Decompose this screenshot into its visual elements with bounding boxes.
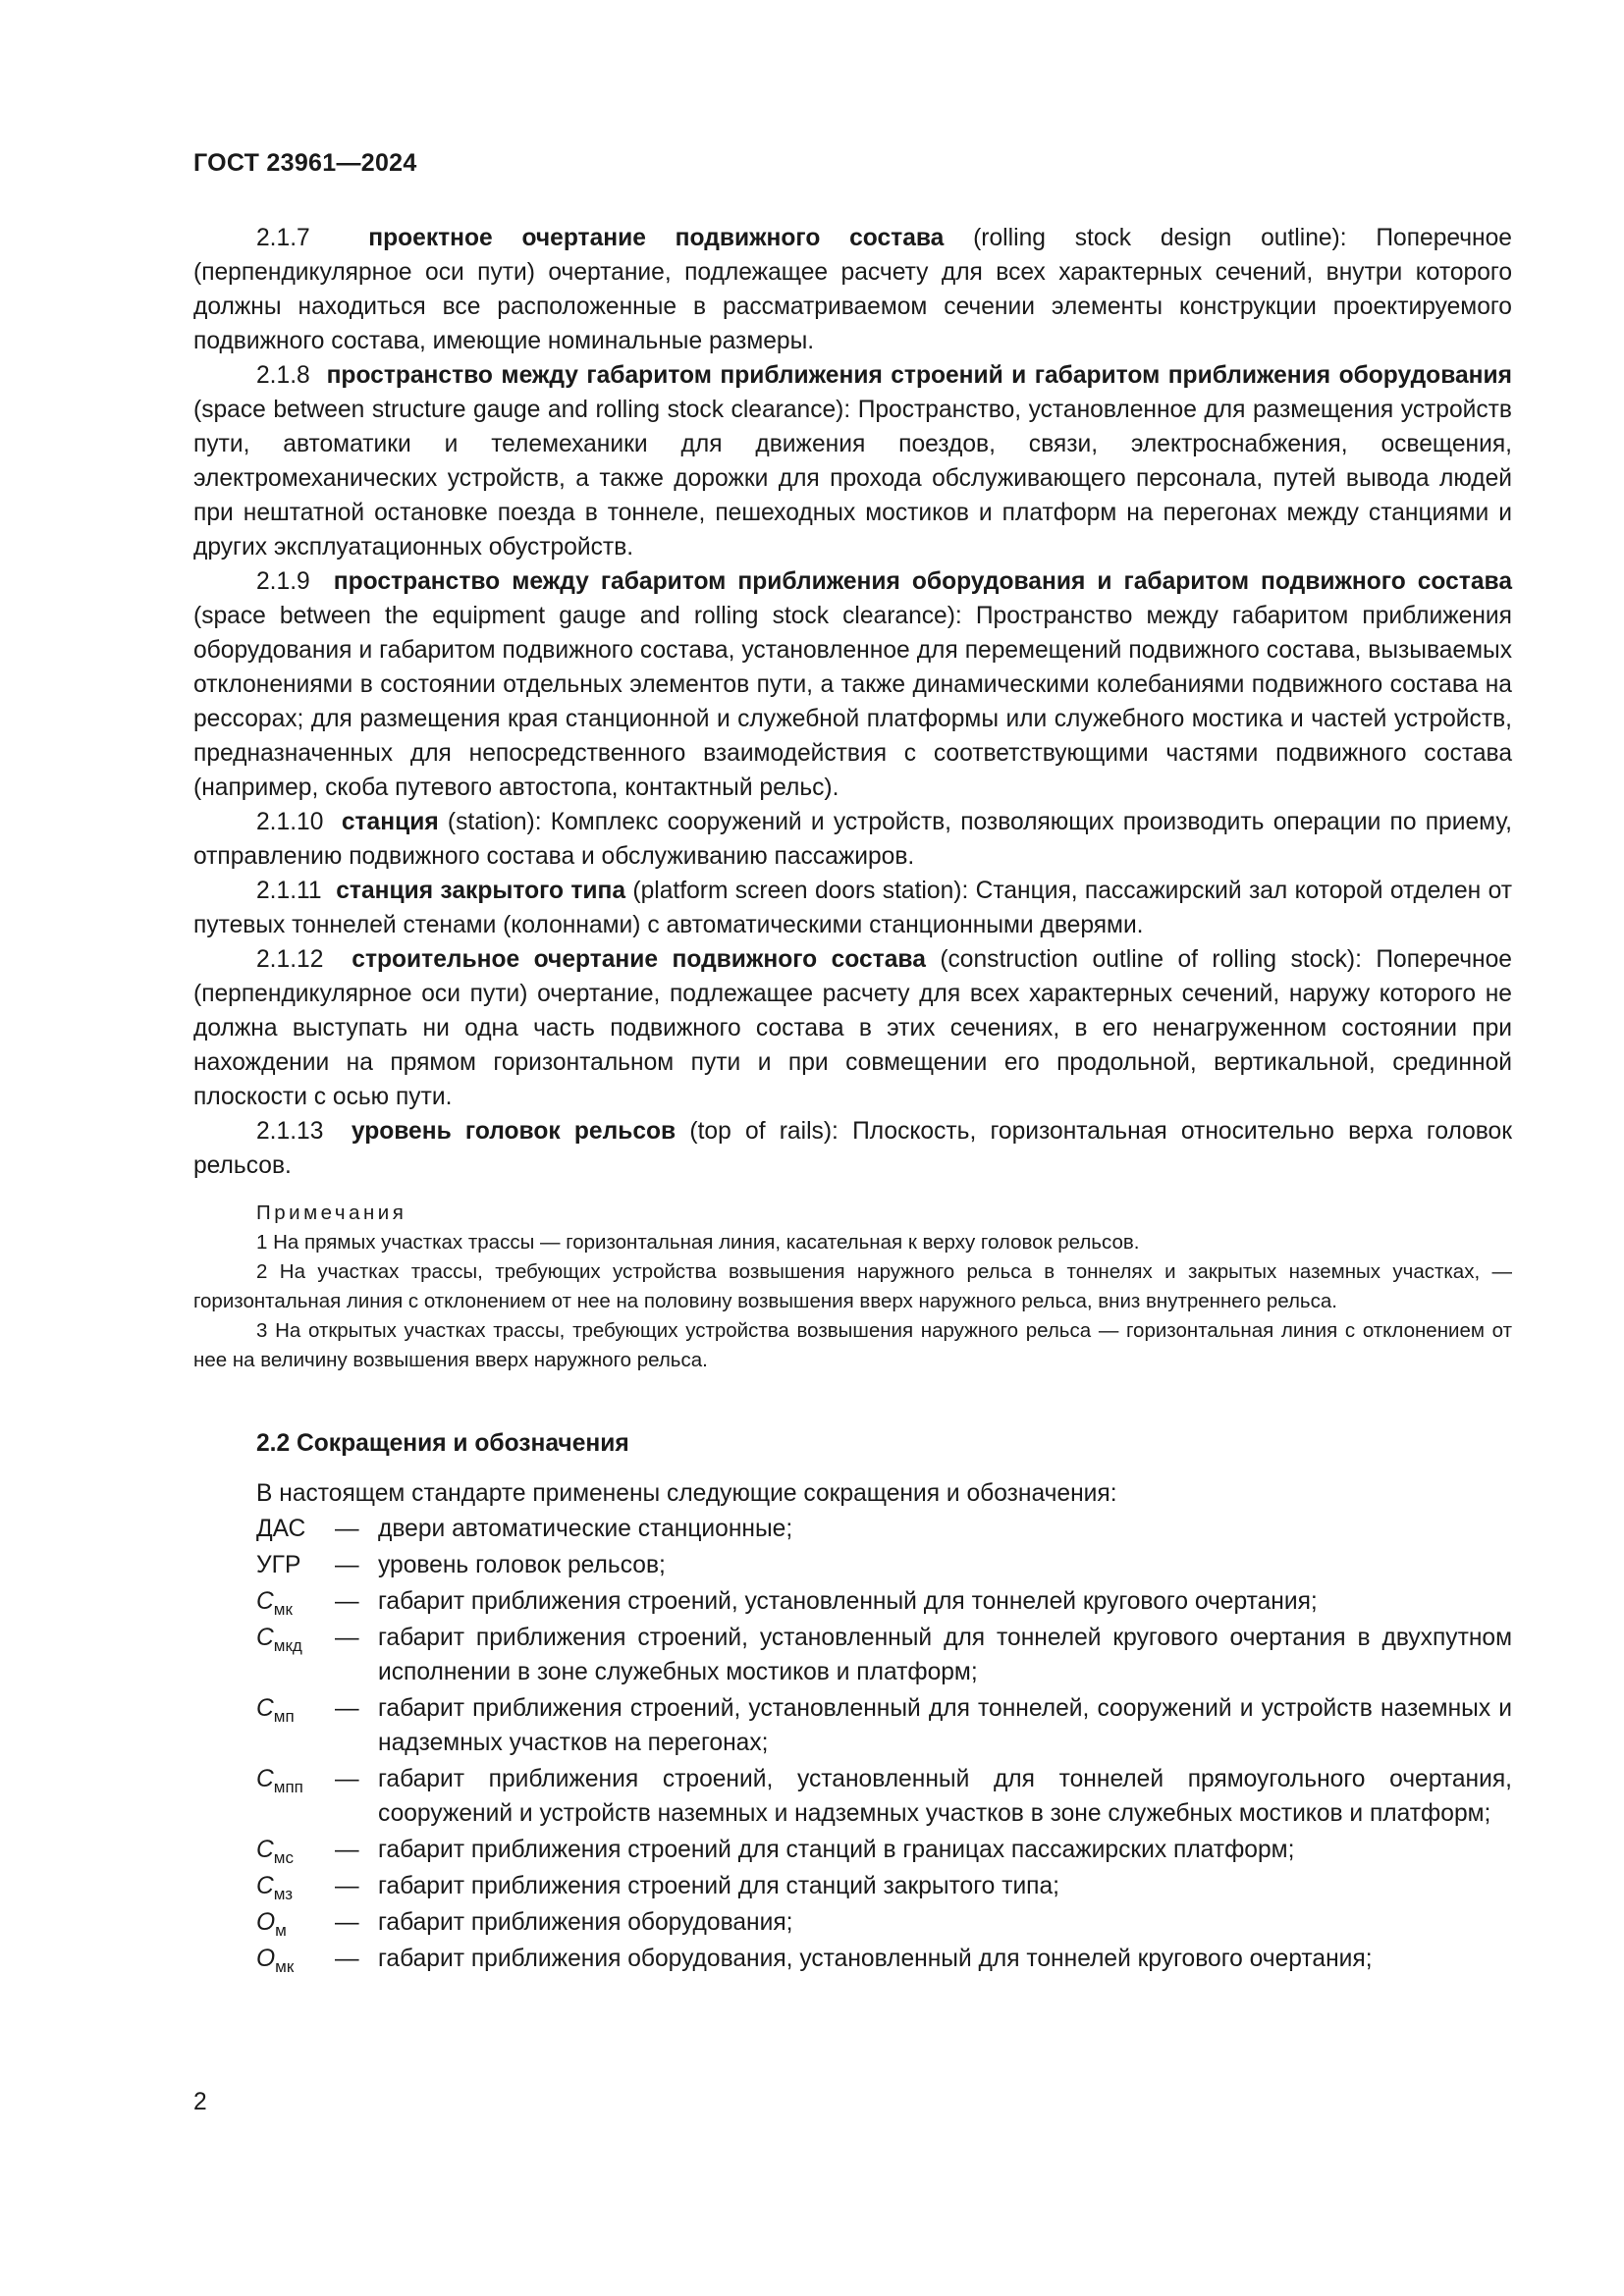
term-number: 2.1.8 (256, 362, 310, 389)
term-definition: (platform screen doors station): Станция, пассажирский зал которой отделен от путевых тоннелей стенами (колоннами) с автоматическими станционными дверями. (193, 878, 1512, 938)
dash: — (335, 1625, 359, 1651)
abbreviation-list (256, 1512, 1512, 1976)
term-2-1-12 (193, 942, 1512, 1114)
term-number: 2.1.9 (256, 568, 310, 595)
section-intro: В настоящем стандарте применены следующие сокращения и обозначения: (256, 1480, 1117, 1507)
abbreviation-symbol: $С_{мк}$ (256, 1588, 293, 1619)
term-2-1-10 (193, 805, 1512, 874)
dash: — (335, 1766, 359, 1792)
term-definition: (construction outline of rolling stock): Поперечное (перпендикулярное оси пути) очертание, подлежащее расчету для всех характерных сечений, наружу которого не должна выступать ни одна часть подвижного состава в этих сечениях, в его ненагруженном состоянии при нахождении на прямом горизонтальном пути и при совмещении его продольной, вертикальной, срединной плоскости с осью пути. (193, 946, 1512, 1110)
term-title: уровень головок рельсов (351, 1118, 677, 1145)
note-item: 1 На прямых участках трассы — горизонтальная линия, касательная к верху головок рельсов. (256, 1231, 1140, 1254)
term-number: 2.1.11 (256, 878, 322, 904)
term-definition: (station): Комплекс сооружений и устройств, позволяющих производить операции по приему, отправлению подвижного состава и обслуживанию пассажиров. (193, 809, 1512, 870)
term-number: 2.1.7 (256, 225, 310, 251)
abbreviation-definition: габарит приближения оборудования, установленный для тоннелей кругового очертания; (378, 1946, 1373, 1972)
abbreviation-symbol: УГР (256, 1552, 301, 1578)
abbreviation-definition: габарит приближения строений, установленный для тоннелей прямоугольного очертания, сооружений и устройств наземных и надземных участков в зоне служебных мостиков и платформ; (378, 1766, 1512, 1827)
term-title: проектное очертание подвижного состава (368, 225, 945, 251)
abbreviation-definition: габарит приближения строений, установленный для тоннелей кругового очертания; (378, 1588, 1318, 1615)
abbreviation-symbol: $С_{мп}$ (256, 1695, 295, 1726)
term-definition: (top of rails): Плоскость, горизонтальная относительно верха головок рельсов. (193, 1118, 1512, 1179)
term-number: 2.1.13 (256, 1118, 324, 1145)
abbreviation-row (256, 1548, 1512, 1582)
term-2-1-9 (193, 564, 1512, 805)
term-title: станция (341, 809, 439, 835)
dash: — (335, 1552, 359, 1578)
term-2-1-7 (193, 221, 1512, 358)
notes-block (193, 1199, 1512, 1375)
term-2-1-11 (193, 874, 1512, 942)
abbreviation-symbol: $О_{мк}$ (256, 1946, 295, 1976)
dash: — (335, 1873, 359, 1899)
dash: — (335, 1695, 359, 1722)
dash: — (335, 1946, 359, 1972)
abbreviation-row (256, 1869, 1512, 1903)
abbreviation-symbol: ДАС (256, 1516, 306, 1542)
term-title: станция закрытого типа (336, 878, 626, 904)
term-title: строительное очертание подвижного состава (352, 946, 926, 973)
abbreviation-symbol: $С_{мз}$ (256, 1873, 294, 1903)
term-number: 2.1.10 (256, 809, 324, 835)
abbreviation-symbol: $О_м$ (256, 1909, 287, 1940)
document-header: ГОСТ 23961—2024 (193, 149, 417, 177)
term-number: 2.1.12 (256, 946, 324, 973)
abbreviation-row (256, 1621, 1512, 1689)
term-definition: (space between the equipment gauge and rolling stock clearance): Пространство между габаритом приближения оборудования и габаритом подвижного состава, установленное для перемещений подвижного состава, вызываемых отклонениями в состоянии отдельных элементов пути, а также динамическими колебаниями подвижного состава на рессорах; для размещения края станционной и служебной платформы или служебного мостика и частей устройств, предназначенных для непосредственного взаимодействия с соответствующими частями подвижного состава (например, скоба путевого автостопа, контактный рельс). (193, 603, 1512, 801)
dash: — (335, 1837, 359, 1863)
page-number: 2 (193, 2089, 207, 2115)
abbreviation-definition: уровень головок рельсов; (378, 1552, 666, 1578)
abbreviation-definition: габарит приближения оборудования; (378, 1909, 793, 1936)
abbreviation-definition: габарит приближения строений, установленный для тоннелей, сооружений и устройств наземных и надземных участков на перегонах; (378, 1695, 1512, 1756)
abbreviation-definition: габарит приближения строений, установленный для тоннелей кругового очертания в двухпутном исполнении в зоне служебных мостиков и платформ; (378, 1625, 1512, 1685)
dash: — (335, 1588, 359, 1615)
abbreviation-row (256, 1691, 1512, 1760)
abbreviation-symbol: $С_{мпп}$ (256, 1766, 303, 1796)
document-body (193, 221, 1512, 1976)
note-item: 3 На открытых участках трассы, требующих устройства возвышения наружного рельса — горизонтальная линия с отклонением от нее на величину возвышения вверх наружного рельса. (193, 1319, 1512, 1371)
term-title: пространство между габаритом приближения оборудования и габаритом подвижного состава (333, 568, 1513, 595)
abbreviation-row (256, 1942, 1512, 1976)
abbreviation-row (256, 1833, 1512, 1867)
abbreviation-definition: двери автоматические станционные; (378, 1516, 793, 1542)
abbreviation-row (256, 1905, 1512, 1940)
abbreviation-row (256, 1512, 1512, 1546)
abbreviation-definition: габарит приближения строений для станций закрытого типа; (378, 1873, 1060, 1899)
section-title: 2.2 Сокращения и обозначения (256, 1430, 629, 1457)
term-definition: (rolling stock design outline): Поперечное (перпендикулярное оси пути) очертание, подлежащее расчету для всех характерных сечений, внутри которого должны находиться все расположенные в рассматриваемом сечении элементы конструкции проектируемого подвижного состава, имеющие номинальные размеры. (193, 225, 1512, 354)
abbreviation-definition: габарит приближения строений для станций в границах пассажирских платформ; (378, 1837, 1295, 1863)
abbreviation-row (256, 1762, 1512, 1831)
dash: — (335, 1909, 359, 1936)
term-title: пространство между габаритом приближения строений и габаритом приближения оборудования (326, 362, 1512, 389)
note-item: 2 На участках трассы, требующих устройства возвышения наружного рельса в тоннелях и закрытых наземных участках, — горизонтальная линия с отклонением от нее на половину возвышения вверх наружного рельса, вниз внутреннего рельса. (193, 1260, 1512, 1312)
term-2-1-13 (193, 1114, 1512, 1183)
abbreviation-symbol: $С_{мс}$ (256, 1837, 294, 1867)
dash: — (335, 1516, 359, 1542)
notes-title: Примечания (256, 1201, 407, 1224)
abbreviation-symbol: $С_{мкд}$ (256, 1625, 302, 1655)
term-2-1-8 (193, 358, 1512, 564)
term-definition: (space between structure gauge and rolling stock clearance): Пространство, установленное для размещения устройств пути, автоматики и телемеханики для движения поездов, связи, электроснабжения, освещения, электромеханических устройств, а также дорожки для прохода обслуживающего персонала, путей вывода людей при нештатной остановке поезда в тоннеле, пешеходных мостиков и платформ на перегонах между станциями и других эксплуатационных обустройств. (193, 397, 1512, 561)
abbreviation-row (256, 1584, 1512, 1619)
